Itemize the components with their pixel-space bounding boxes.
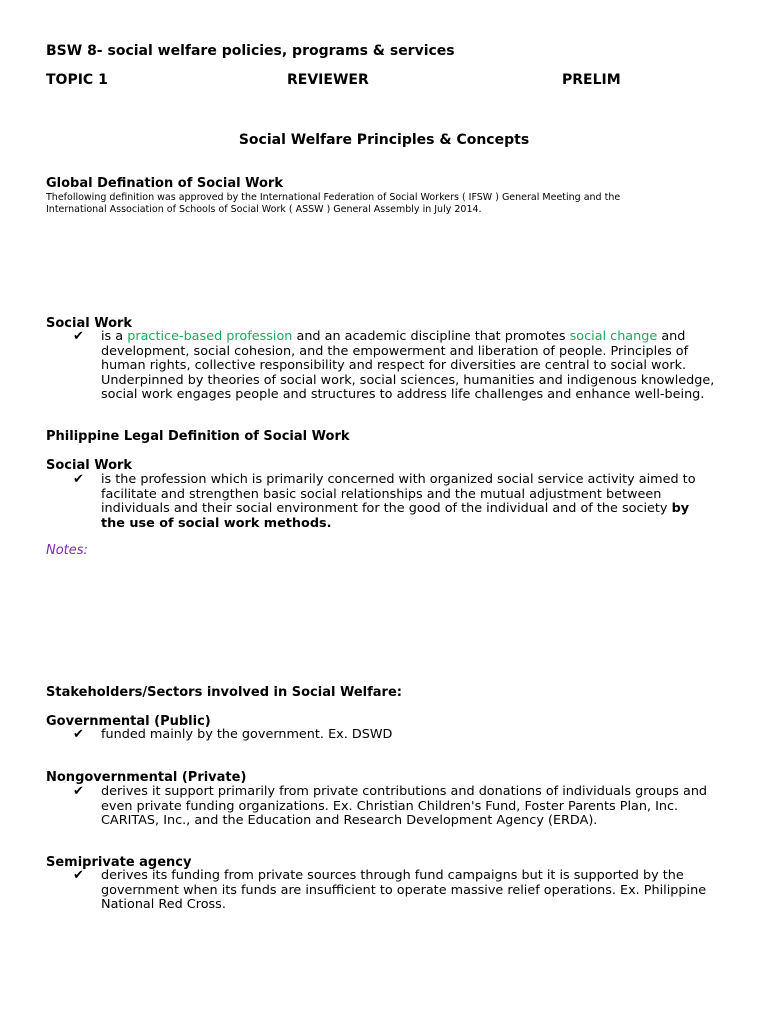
text: and	[657, 329, 686, 344]
philippine-definition-text	[101, 473, 741, 531]
highlight-practice-based-profession: practice-based profession	[127, 329, 293, 344]
global-definition-note	[46, 192, 746, 216]
stakeholders-heading: Stakeholders/Sectors involved in Social Welfare:	[46, 685, 402, 700]
checkmark-icon: ✔	[73, 329, 84, 344]
checkmark-icon: ✔	[73, 727, 84, 742]
notes-label: Notes:	[46, 543, 88, 558]
definition-line: human rights, collective responsibility and respect for diversities are central to social work.	[101, 358, 687, 373]
semiprivate-text	[101, 869, 741, 913]
definition-line: Underpinned by theories of social work, social sciences, humanities and indigenous knowledge,	[101, 372, 715, 388]
checkmark-icon: ✔	[73, 868, 84, 883]
text-line: government when its funds are insufficient to operate massive relief operations. Ex. Philippine	[101, 882, 707, 898]
course-title: BSW 8- social welfare policies, programs & services	[46, 43, 455, 59]
text: and an academic discipline that promotes	[292, 329, 570, 344]
note-line: International Association of Schools of Social Work ( ASSW ) General Assembly in July 2014.	[46, 204, 482, 215]
definition-line	[101, 502, 741, 517]
text-line: even private funding organizations. Ex. Christian Children's Fund, Foster Parents Plan, Inc.	[101, 798, 679, 814]
definition-line: development, social cohesion, and the empowerment and liberation of people. Principles of	[101, 343, 689, 359]
topic-label: TOPIC 1	[46, 72, 108, 88]
governmental-text: funded mainly by the government. Ex. DSWD	[101, 727, 393, 742]
checkmark-icon: ✔	[73, 784, 84, 799]
semiprivate-heading: Semiprivate agency	[46, 855, 192, 870]
nongovernmental-heading: Nongovernmental (Private)	[46, 770, 247, 785]
nongovernmental-text	[101, 785, 741, 829]
text-line: National Red Cross.	[101, 897, 226, 912]
definition-line: is the profession which is primarily concerned with organized social service activity aimed to	[101, 472, 696, 487]
bold-text: by	[671, 501, 690, 516]
definition-line	[101, 330, 741, 345]
social-work-heading: Social Work	[46, 458, 133, 473]
text-line: derives it support primarily from private contributions and donations of individuals groups and	[101, 784, 708, 799]
definition-line-bold: the use of social work methods.	[101, 515, 332, 531]
global-definition-heading: Global Defination of Social Work	[46, 176, 283, 191]
text: individuals and their social environment for the good of the individual and of the society	[101, 501, 672, 516]
definition-line: social work engages people and structures to address life challenges and enhance well-being.	[101, 387, 705, 402]
term-label: PRELIM	[562, 72, 621, 88]
reviewer-label: REVIEWER	[287, 72, 369, 88]
text-line: CARITAS, Inc., and the Education and Research Development Agency (ERDA).	[101, 813, 598, 828]
definition-line: facilitate and strengthen basic social relationships and the mutual adjustment between	[101, 486, 662, 502]
note-line: Thefollowing definition was approved by the International Federation of Social Workers ( IFSW ) General Meeting and the	[46, 192, 621, 203]
philippine-definition-heading: Philippine Legal Definition of Social Work	[46, 429, 350, 444]
text-line: derives its funding from private sources through fund campaigns but it is supported by the	[101, 868, 684, 883]
social-work-heading: Social Work	[46, 316, 133, 331]
social-work-definition	[101, 330, 741, 403]
governmental-heading: Governmental (Public)	[46, 714, 211, 729]
document-title: Social Welfare Principles & Concepts	[238, 132, 530, 148]
checkmark-icon: ✔	[73, 472, 84, 487]
highlight-social-change: social change	[569, 329, 658, 344]
text: is a	[101, 329, 128, 344]
